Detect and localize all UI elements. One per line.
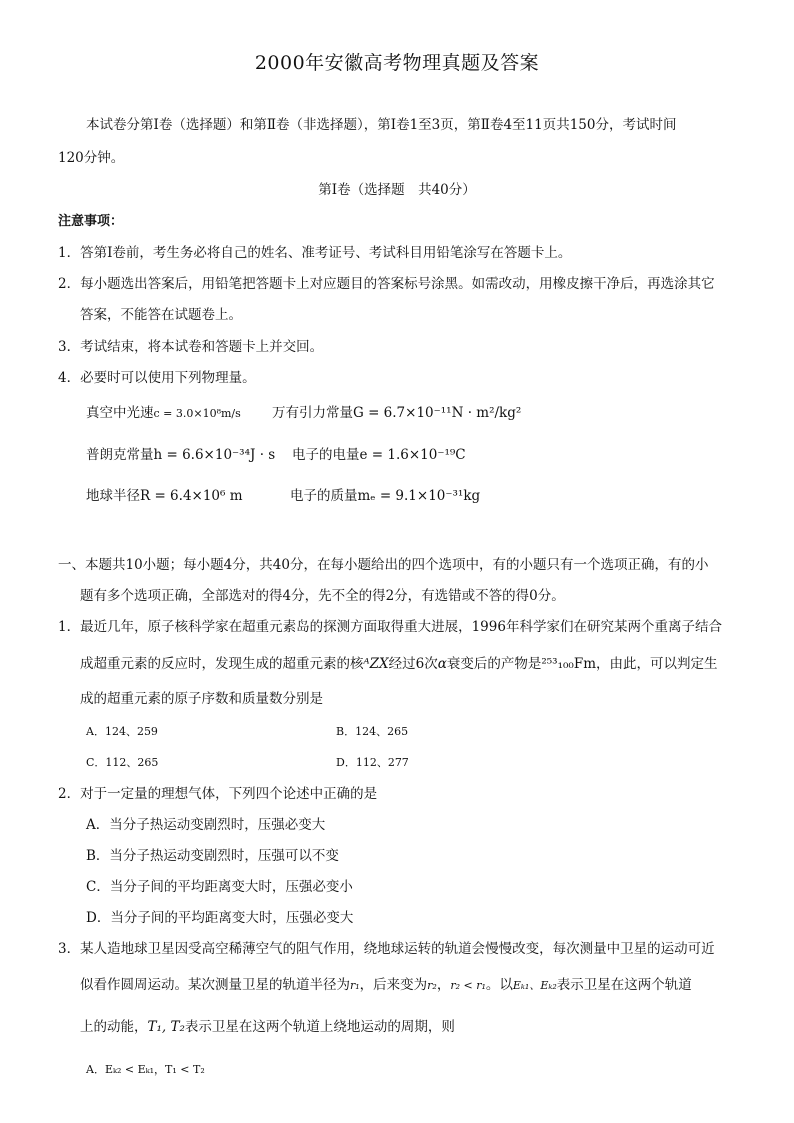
q1-option-b: B．124、265 — [336, 725, 409, 738]
constant-R-label: 地球半径 — [86, 488, 140, 504]
q3-t-pair: T₁, T₂ — [147, 1019, 185, 1035]
q1-option-a: A．124、259 — [86, 725, 158, 738]
constant-c-value: c = 3.0×10⁸m/s — [153, 407, 241, 420]
section-heading: 第Ⅰ卷（选择题 共40分） — [318, 182, 476, 198]
q2-option-a: A．当分子热运动变剧烈时，压强必变大 — [86, 817, 326, 833]
q1-line-3: 成的超重元素的原子序数和质量数分别是 — [80, 691, 323, 707]
constant-e — [292, 446, 466, 464]
constant-c — [86, 404, 241, 423]
q2-option-c: C．当分子间的平均距离变大时，压强必变小 — [86, 879, 353, 895]
q1-line-1: 1．最近几年，原子核科学家在超重元素岛的探测方面取得重大进展，1996年科学家们在研究某两个重离子结合 — [58, 619, 722, 635]
q3-line-3-b: 表示卫星在这两个轨道上绕地运动的周期，则 — [184, 1019, 455, 1035]
part1-line-2: 题有多个选项正确，全部选对的得4分，先不全的得2分，有选错或不答的得0分。 — [80, 588, 565, 604]
document-title: 2000年安徽高考物理真题及答案 — [254, 52, 540, 74]
constant-me-label: 电子的质量 — [290, 488, 358, 504]
constant-h — [86, 446, 275, 464]
constant-R-value: R = 6.4×10⁶ m — [140, 488, 243, 504]
q1-line-2-c: 衰变后的产物是 — [446, 656, 542, 672]
constant-h-label: 普朗克常量 — [86, 447, 154, 463]
q3-line-2: 似看作圆周运动。某次测量卫星的轨道半径为r₁，后来变为r₂，r₂ < r₁。以Eₖ₁、Eₖ₂表示卫星在这两个轨道 — [80, 977, 692, 993]
q3-option-a: A．Eₖ₂ < Eₖ₁，T₁ < T₂ — [86, 1063, 205, 1076]
q1-product: ²⁵³₁₀₀Fm — [541, 656, 596, 672]
q3-line-2-d: 表示卫星在这两个轨道 — [556, 977, 692, 993]
constant-e-label: 电子的电量 — [292, 447, 360, 463]
constant-G-value: G = 6.7×10⁻¹¹N · m²/kg² — [353, 405, 522, 421]
q3-line-1: 3．某人造地球卫星因受高空稀薄空气的阻气作用，绕地球运转的轨道会慢慢改变，每次测量中卫星的运动可近 — [58, 941, 715, 957]
constant-me-value: mₑ = 9.1×10⁻³¹kg — [357, 488, 481, 504]
constant-c-label: 真空中光速 — [86, 405, 154, 421]
constant-h-value: h = 6.6×10⁻³⁴J · s — [153, 447, 276, 463]
constant-e-value: e = 1.6×10⁻¹⁹C — [359, 447, 466, 463]
constant-G — [272, 404, 521, 422]
q2-option-b: B．当分子热运动变剧烈时，压强可以不变 — [86, 848, 339, 864]
q2-stem: 2．对于一定量的理想气体，下列四个论述中正确的是 — [58, 786, 378, 802]
q3-r2: r₂ — [427, 979, 437, 992]
q3-line-2-c: 。以 — [485, 977, 513, 993]
intro-line-1: 本试卷分第Ⅰ卷（选择题）和第Ⅱ卷（非选择题），第Ⅰ卷1至3页，第Ⅱ卷4至11页共150分，考试时间 — [86, 117, 677, 133]
q1-line-2-a: 成超重元素的反应时，发现生成的超重元素的核 — [80, 656, 364, 672]
constant-G-label: 万有引力常量 — [272, 405, 353, 421]
q3-ek-pair: Eₖ₁、Eₖ₂ — [512, 979, 557, 992]
note-item-1: 1．答第Ⅰ卷前，考生务必将自己的姓名、准考证号、考试科目用铅笔涂写在答题卡上。 — [58, 245, 572, 261]
constant-R — [86, 487, 243, 505]
intro-line-2: 120分钟。 — [58, 150, 125, 166]
q3-r1: r₁ — [350, 979, 360, 992]
note-item-3: 3．考试结束，将本试卷和答题卡上并交回。 — [58, 339, 324, 355]
note-item-2-cont: 答案，不能答在试题卷上。 — [80, 307, 242, 323]
q1-option-c: C．112、265 — [86, 756, 159, 769]
note-item-2: 2．每小题选出答案后，用铅笔把答题卡上对应题目的答案标号涂黑。如需改动，用橡皮擦干净后，再选涂其它 — [58, 276, 715, 292]
part1-line-1: 一、本题共10小题；每小题4分，共40分，在每小题给出的四个选项中，有的小题只有一个选项正确，有的小 — [58, 557, 709, 573]
note-item-4: 4．必要时可以使用下列物理量。 — [58, 370, 256, 386]
q1-option-d: D．112、277 — [336, 756, 409, 769]
q1-line-2-b: 经过6次 — [388, 656, 438, 672]
q3-line-2-a: 似看作圆周运动。某次测量卫星的轨道半径为 — [80, 977, 350, 993]
q3-line-3 — [80, 1018, 455, 1036]
q1-nucleus-x: ᴬZX — [363, 656, 389, 672]
q3-r2-lt-r1: r₂ < r₁ — [450, 979, 486, 992]
q1-alpha: α — [437, 656, 447, 672]
q1-line-2-d: ，由此，可以判定生 — [596, 656, 718, 672]
q1-line-2 — [80, 655, 718, 673]
notes-heading: 注意事项： — [58, 214, 124, 229]
q3-line-3-a: 上的动能， — [80, 1019, 148, 1035]
q3-line-2-b: ，后来变为 — [359, 977, 428, 993]
q2-option-d: D．当分子间的平均距离变大时，压强必变大 — [86, 910, 354, 926]
constant-me — [290, 487, 480, 505]
